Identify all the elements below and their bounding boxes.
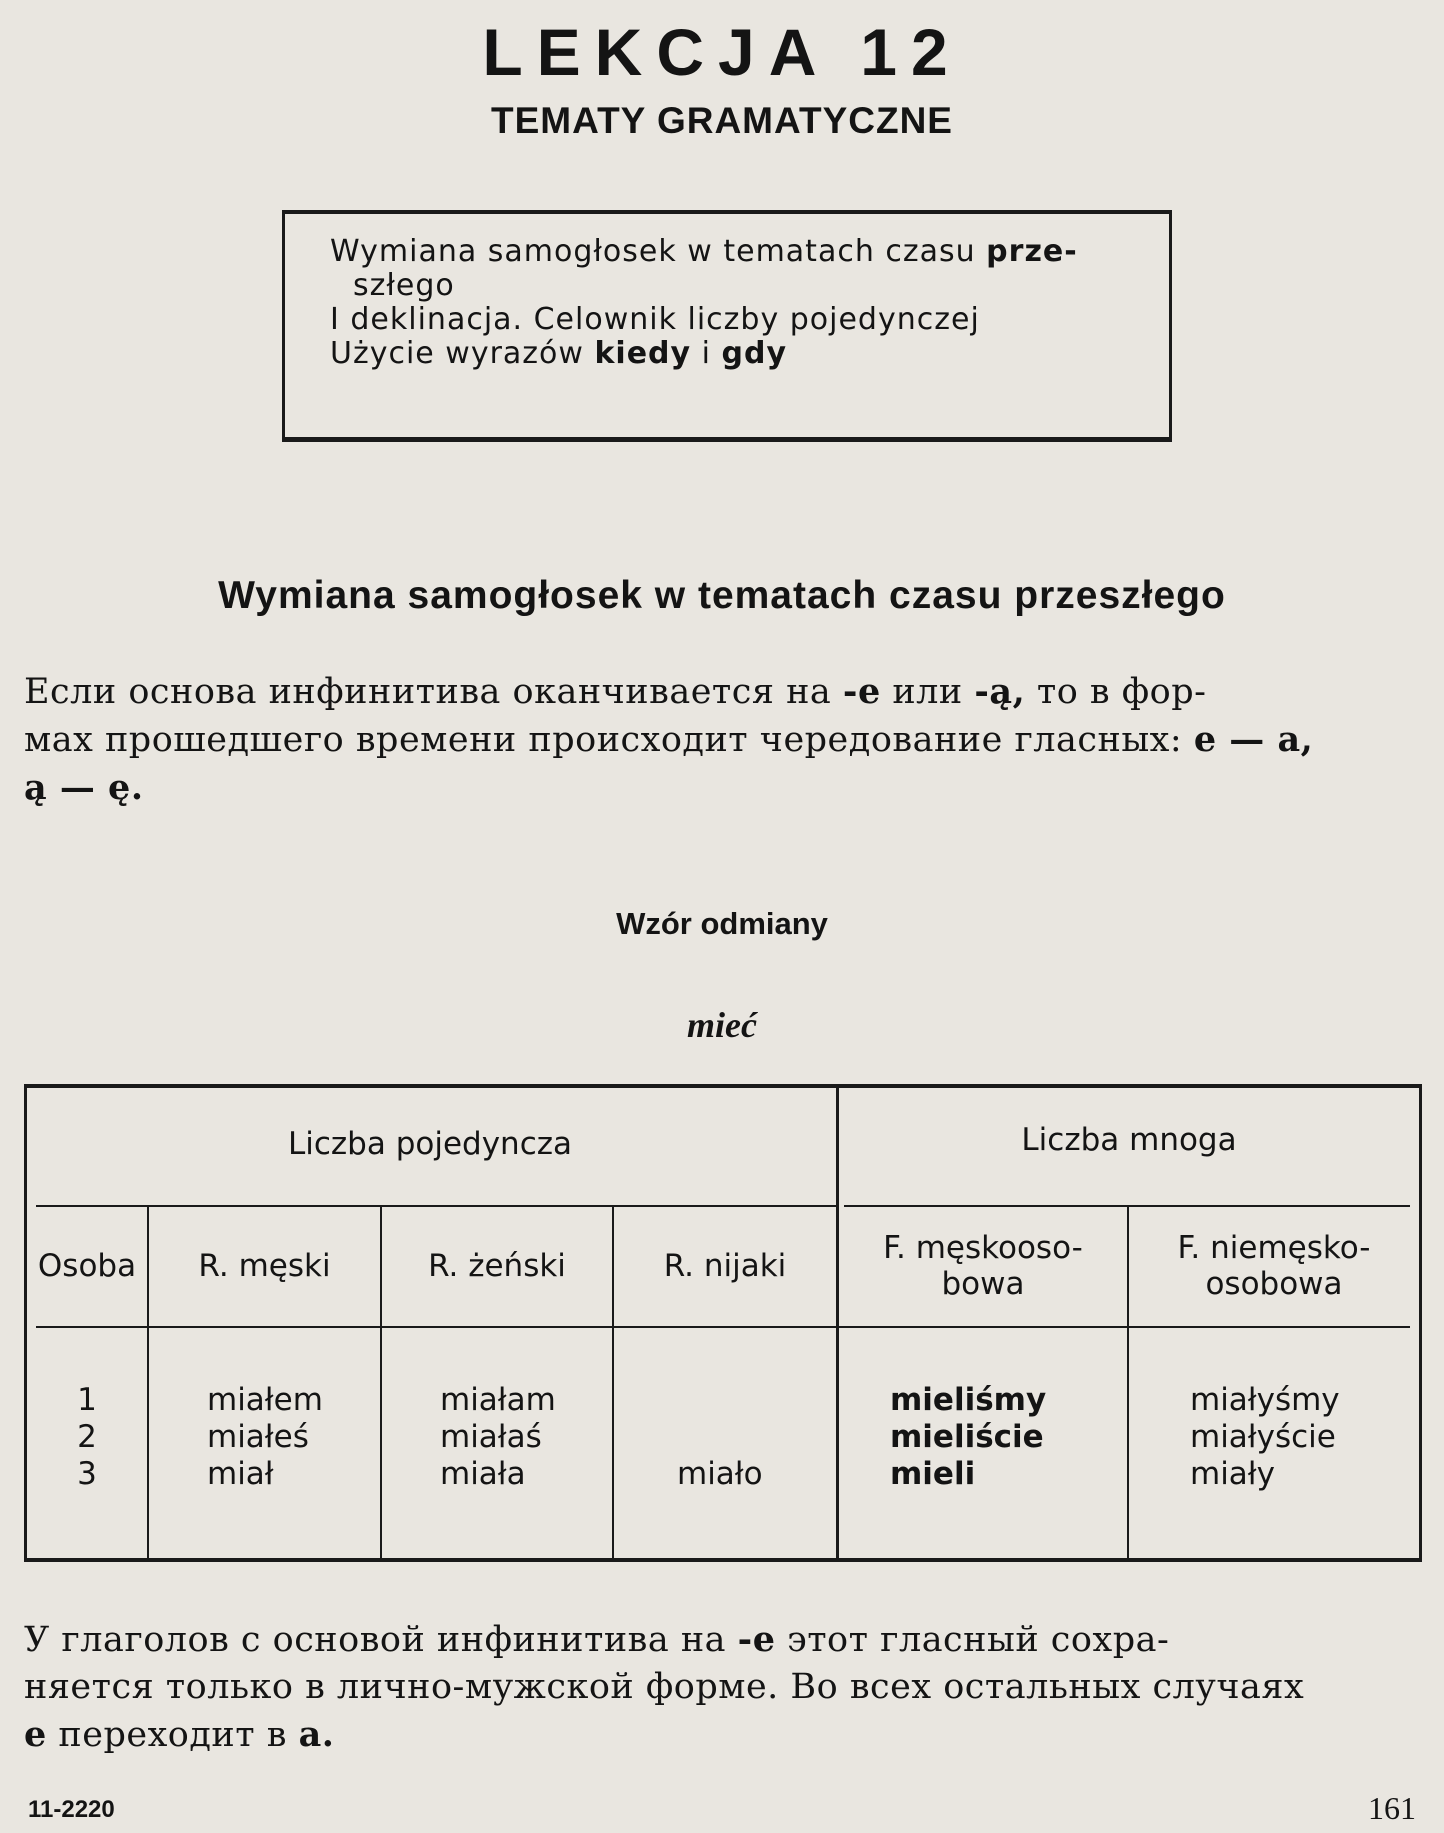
pattern-title: Wzór odmiany	[616, 906, 828, 941]
verb-title: mieć	[687, 1005, 757, 1045]
paragraph-line: ą — ę.	[24, 767, 144, 808]
print-code: 11-2220	[28, 1796, 115, 1823]
col-header-person: Osoba	[37, 1248, 137, 1284]
table-bottom-rule	[24, 1558, 1422, 1562]
topics-box	[282, 210, 1172, 442]
singular-header-rule	[36, 1205, 836, 1207]
explanation-paragraph	[24, 668, 1424, 812]
table-right-border	[1419, 1084, 1422, 1562]
topic-line-2: I deklinacja. Celownik liczby pojedynczej	[330, 302, 980, 337]
topic-line-1-cont: szłego	[353, 268, 455, 303]
person-numbers: 1 2 3	[77, 1382, 97, 1492]
grammar-topics-title: TEMATY GRAMATYCZNE	[491, 100, 953, 141]
col-header-feminine: R. żeński	[428, 1248, 566, 1284]
col-header-plural-nonmasculine: F. niemęsko- osobowa	[1177, 1230, 1371, 1302]
section-heading: Wymiana samogłosek w tematach czasu przeszłego	[218, 574, 1226, 617]
header-body-rule	[36, 1326, 1410, 1328]
plural-nonmasculine-forms: miałyśmy miałyście miały	[1190, 1382, 1340, 1492]
paragraph-line: Если основа инфинитива оканчивается на -e или -ą, то в фор-	[24, 671, 1207, 712]
conjugation-table	[24, 1084, 1422, 1562]
col-header-neuter: R. nijaki	[663, 1248, 787, 1284]
page-number: 161	[1368, 1790, 1416, 1826]
feminine-forms: miałam miałaś miała	[440, 1382, 556, 1492]
table-top-rule	[24, 1084, 1422, 1088]
paragraph-line: няется только в лично-мужской форме. Во всех остальных случаях	[24, 1667, 1305, 1707]
masculine-forms: miałem miałeś miał	[207, 1382, 323, 1492]
paragraph-line: e переходит в a.	[24, 1714, 335, 1755]
rule-paragraph	[24, 1616, 1424, 1759]
group-header-plural: Liczba mnoga	[1021, 1122, 1237, 1158]
col-header-masculine: R. męski	[198, 1248, 331, 1284]
paragraph-line: мах прошедшего времени происходит чередование гласных: e — a,	[24, 719, 1314, 760]
plural-masculine-forms: mieliśmy mieliście mieli	[890, 1382, 1047, 1492]
topic-line-3: Użycie wyrazów kiedy i gdy	[330, 336, 788, 371]
topic-line-1: Wymiana samogłosek w tematach czasu prze-	[330, 234, 1078, 269]
lesson-title: LEKCJA 12	[482, 15, 962, 89]
col-header-plural-masculine: F. męskooso- bowa	[883, 1230, 1083, 1302]
group-header-singular: Liczba pojedyncza	[287, 1126, 573, 1162]
neuter-forms: miało	[677, 1456, 763, 1492]
paragraph-line: У глаголов с основой инфинитива на -e этот гласный сохра-	[24, 1619, 1170, 1660]
